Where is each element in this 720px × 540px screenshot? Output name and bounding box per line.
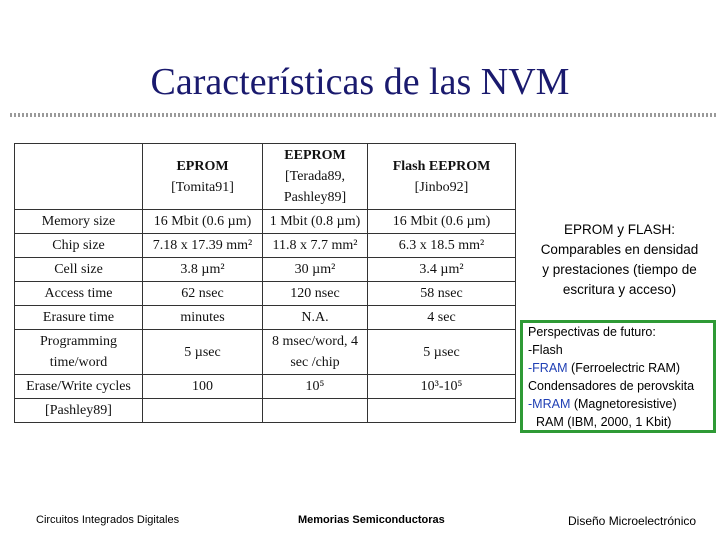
table-row — [15, 234, 516, 258]
table-cell: 7.18 x 17.39 mm² — [143, 234, 263, 258]
table-cell: 5 µsec — [143, 330, 263, 375]
header-ref: [Jinbo92] — [414, 179, 469, 195]
mram-key: -MRAM — [528, 397, 571, 411]
mram-desc: (Magnetoresistive) — [570, 397, 677, 411]
table-cell: 6.3 x 18.5 mm² — [368, 234, 516, 258]
table-cell: 120 nsec — [263, 282, 368, 306]
fram-key: -FRAM — [528, 361, 568, 375]
header-ref: [Tomita91] — [171, 179, 234, 195]
row-label: [Pashley89] — [15, 399, 143, 423]
table-cell: 30 µm² — [263, 258, 368, 282]
side-note-line: EPROM y FLASH: — [563, 222, 676, 237]
table-cell: 3.4 µm² — [368, 258, 516, 282]
table-row — [15, 258, 516, 282]
table-row — [15, 399, 516, 423]
table-row — [15, 375, 516, 399]
row-label: Programming time/word — [15, 330, 143, 375]
nvm-comparison-table — [14, 143, 519, 512]
header-ref: [Terada89, Pashley89] — [283, 169, 347, 205]
future-item-mram-cont: RAM (IBM, 2000, 1 Kbit) — [536, 415, 672, 429]
table-cell: 11.8 x 7.7 mm² — [263, 234, 368, 258]
footer-subject: Diseño Microelectrónico — [568, 514, 697, 528]
slide-title: Características de las NVM — [150, 61, 570, 103]
table-cell: 16 Mbit (0.6 µm) — [368, 210, 516, 234]
table-cell: 100 — [143, 375, 263, 399]
header-name: EPROM — [176, 158, 229, 174]
future-item-fram — [528, 359, 713, 377]
side-note-line: escritura y acceso) — [562, 282, 677, 297]
header-eprom — [143, 144, 263, 210]
table-cell — [143, 399, 263, 423]
fram-desc: (Ferroelectric RAM) — [567, 361, 681, 375]
row-label: Erasure time — [15, 306, 143, 330]
table-cell: 8 msec/word, 4 sec /chip — [263, 330, 368, 375]
table-cell: N.A. — [263, 306, 368, 330]
future-item-fram-cont: Condensadores de perovskita — [528, 379, 695, 393]
table-cell: 62 nsec — [143, 282, 263, 306]
title-divider — [10, 113, 718, 117]
table-row — [15, 330, 516, 375]
table-cell: 16 Mbit (0.6 µm) — [143, 210, 263, 234]
row-label: Cell size — [15, 258, 143, 282]
footer-topic: Memorias Semiconductoras — [298, 514, 445, 526]
header-empty — [15, 144, 143, 210]
row-label: Access time — [15, 282, 143, 306]
future-item-flash: -Flash — [528, 343, 563, 357]
table-cell: 10⁵ — [263, 375, 368, 399]
table-cell — [263, 399, 368, 423]
row-label: Chip size — [15, 234, 143, 258]
row-label: Erase/Write cycles — [15, 375, 143, 399]
footer-course: Circuitos Integrados Digitales — [36, 514, 180, 526]
table-cell: 58 nsec — [368, 282, 516, 306]
table-cell: 10³-10⁵ — [368, 375, 516, 399]
header-flash-eeprom — [368, 144, 516, 210]
table-header-row — [15, 144, 516, 210]
table-cell: 5 µsec — [368, 330, 516, 375]
table-row — [15, 210, 516, 234]
table-cell: minutes — [143, 306, 263, 330]
header-eeprom — [263, 144, 368, 210]
table-cell: 1 Mbit (0.8 µm) — [263, 210, 368, 234]
table-cell: 3.8 µm² — [143, 258, 263, 282]
row-label: Memory size — [15, 210, 143, 234]
side-note — [519, 220, 720, 300]
table-cell — [368, 399, 516, 423]
table-row — [15, 282, 516, 306]
side-note-line: y prestaciones (tiempo de — [542, 262, 697, 277]
future-item-mram — [528, 395, 713, 413]
table-row — [15, 306, 516, 330]
header-name: EEPROM — [284, 148, 346, 163]
future-perspectives-box — [520, 320, 716, 433]
table-cell: 4 sec — [368, 306, 516, 330]
header-name: Flash EEPROM — [392, 158, 491, 174]
future-heading: Perspectivas de futuro: — [528, 325, 656, 339]
side-note-line: Comparables en densidad — [540, 242, 699, 257]
